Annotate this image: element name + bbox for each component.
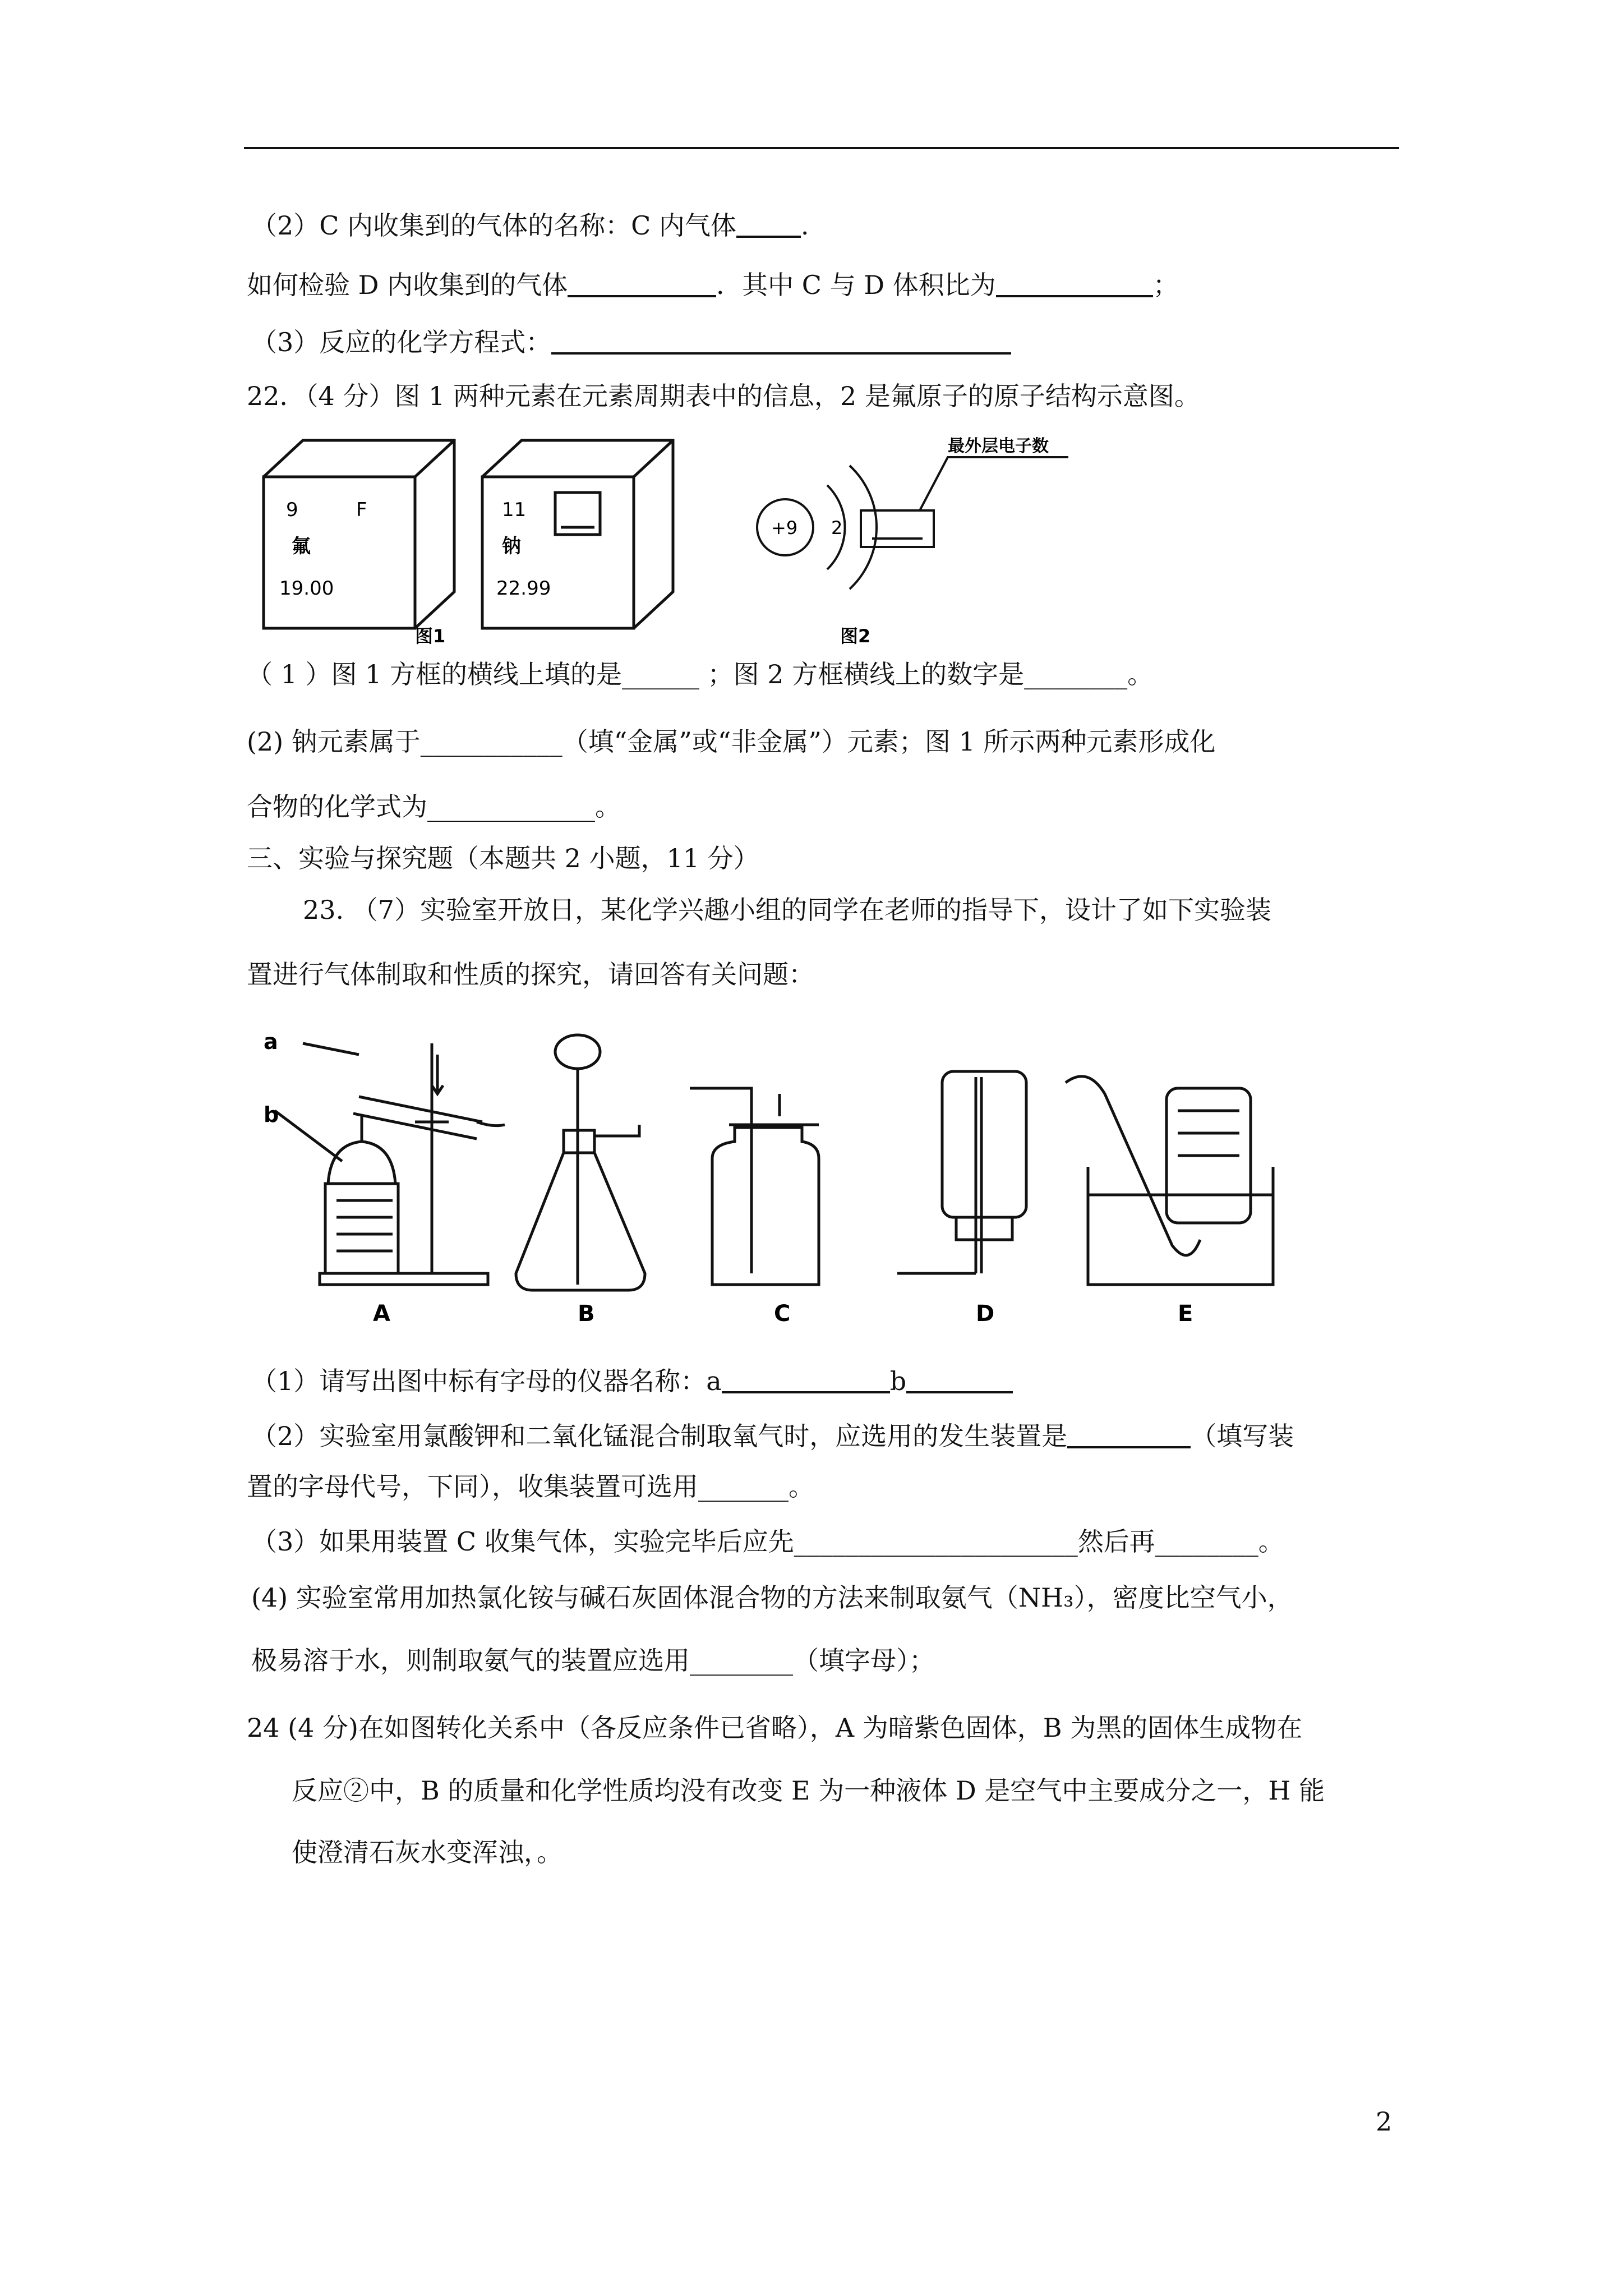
- q23-2-text: （2）实验室用氯酸钾和二氧化锰混合制取氧气时，应选用的发生装置是: [251, 1421, 1068, 1451]
- label-D: D: [976, 1301, 995, 1327]
- q23-4b: 极易溶于水，则制取氨气的装置应选用________（填字母）；: [251, 1645, 935, 1676]
- q21-2-test-line: [247, 268, 1179, 302]
- q23-1: [251, 1364, 1013, 1398]
- outer-electrons-callout: 最外层电子数: [948, 436, 1049, 456]
- q21-2-test-text: 如何检验 D 内收集到的气体: [247, 270, 568, 300]
- header-rule: [244, 147, 1399, 149]
- q23-stem-b: 置进行气体制取和性质的探究，请回答有关问题：: [247, 959, 814, 990]
- answer-blank[interactable]: [568, 270, 716, 297]
- q22-2b: 合物的化学式为_____________。: [247, 792, 621, 822]
- fluorine-cube: [264, 440, 454, 628]
- answer-blank[interactable]: [1067, 1421, 1191, 1448]
- fluorine-symbol: F: [356, 499, 367, 521]
- answer-blank-b[interactable]: [906, 1366, 1013, 1393]
- sodium-name: 钠: [502, 535, 521, 558]
- apparatus-a: [275, 1043, 505, 1285]
- fluorine-mass: 19.00: [279, 577, 334, 600]
- sodium-mass: 22.99: [496, 577, 551, 600]
- periodic-table-figure: [247, 432, 1133, 651]
- q22-1: （ 1 ）图 1 方框的横线上填的是______ ；图 2 方框横线上的数字是________。: [247, 659, 1154, 689]
- nucleus-charge: +9: [771, 517, 798, 539]
- first-shell-electrons: 2: [831, 517, 843, 539]
- q23-4a: (4) 实验室常用加热氯化铵与碱石灰固体混合物的方法来制取氨气（NH₃），密度比空气小，: [251, 1582, 1293, 1613]
- answer-blank[interactable]: [551, 328, 1011, 355]
- q22-stem: 22．（4 分）图 1 两种元素在元素周期表中的信息，2 是氟原子的原子结构示意图。: [247, 381, 1200, 411]
- fig1-caption: 图1: [415, 625, 446, 647]
- q21-2-end: .: [800, 210, 809, 241]
- q23-2-note: （填写装: [1191, 1421, 1294, 1451]
- q23-2a: [251, 1419, 1294, 1453]
- q22-2a: (2) 钠元素属于___________（填“金属”或“非金属”）元素；图 1 所示两种元素形成化: [247, 726, 1216, 757]
- answer-blank-a[interactable]: [722, 1366, 890, 1393]
- page-number: 2: [1376, 2106, 1393, 2137]
- label-E: E: [1178, 1301, 1193, 1327]
- q23-2c: 置的字母代号，下同），收集装置可选用_______。: [247, 1471, 814, 1502]
- q23-1-b: b: [889, 1366, 907, 1396]
- q24-b: 反应②中，B 的质量和化学性质均没有改变 E 为一种液体 D 是空气中主要成分之一，H 能: [292, 1775, 1325, 1806]
- apparatus-e: [1066, 1076, 1273, 1285]
- apparatus-b: [516, 1035, 645, 1290]
- q24-c: 使澄清石灰水变浑浊，。: [292, 1837, 562, 1867]
- sodium-number: 11: [502, 499, 527, 521]
- answer-blank[interactable]: [736, 211, 801, 238]
- answer-blank[interactable]: [996, 270, 1153, 297]
- q23-1-text: （1）请写出图中标有字母的仪器名称：a: [251, 1366, 722, 1396]
- label-A: A: [373, 1301, 390, 1327]
- q24-a: 24 (4 分)在如图转化关系中（各反应条件已省略），A 为暗紫色固体，B 为黑的固体生成物在: [247, 1713, 1303, 1743]
- lab-apparatus-figure: [247, 1032, 1424, 1329]
- label-b: b: [264, 1102, 279, 1127]
- label-a: a: [264, 1032, 278, 1054]
- sodium-cube: [482, 440, 673, 628]
- q21-2-line: [251, 209, 809, 242]
- fluorine-number: 9: [286, 499, 298, 521]
- q23-3: （3）如果用装置 C 收集气体，实验完毕后应先______________________然后再________。: [251, 1526, 1284, 1557]
- q21-2-ratio-text: ．其中 C 与 D 体积比为: [716, 270, 996, 300]
- fig2-caption: 图2: [840, 625, 871, 647]
- apparatus-d: [897, 1071, 1026, 1273]
- q21-2-semicolon: ；: [1152, 270, 1179, 300]
- q21-2-text: （2）C 内收集到的气体的名称：C 内气体: [251, 210, 736, 241]
- label-C: C: [774, 1301, 791, 1327]
- label-B: B: [578, 1301, 595, 1327]
- apparatus-c: [690, 1088, 819, 1285]
- fluorine-name: 氟: [292, 535, 311, 558]
- section-3-heading: 三、实验与探究题（本题共 2 小题，11 分）: [247, 843, 759, 873]
- fluorine-atom-structure: [757, 457, 1068, 589]
- q23-stem-a: 23. （7）实验室开放日，某化学兴趣小组的同学在老师的指导下，设计了如下实验装: [303, 895, 1272, 925]
- q21-3-line: [251, 325, 1011, 359]
- q21-3-text: （3）反应的化学方程式：: [251, 327, 552, 357]
